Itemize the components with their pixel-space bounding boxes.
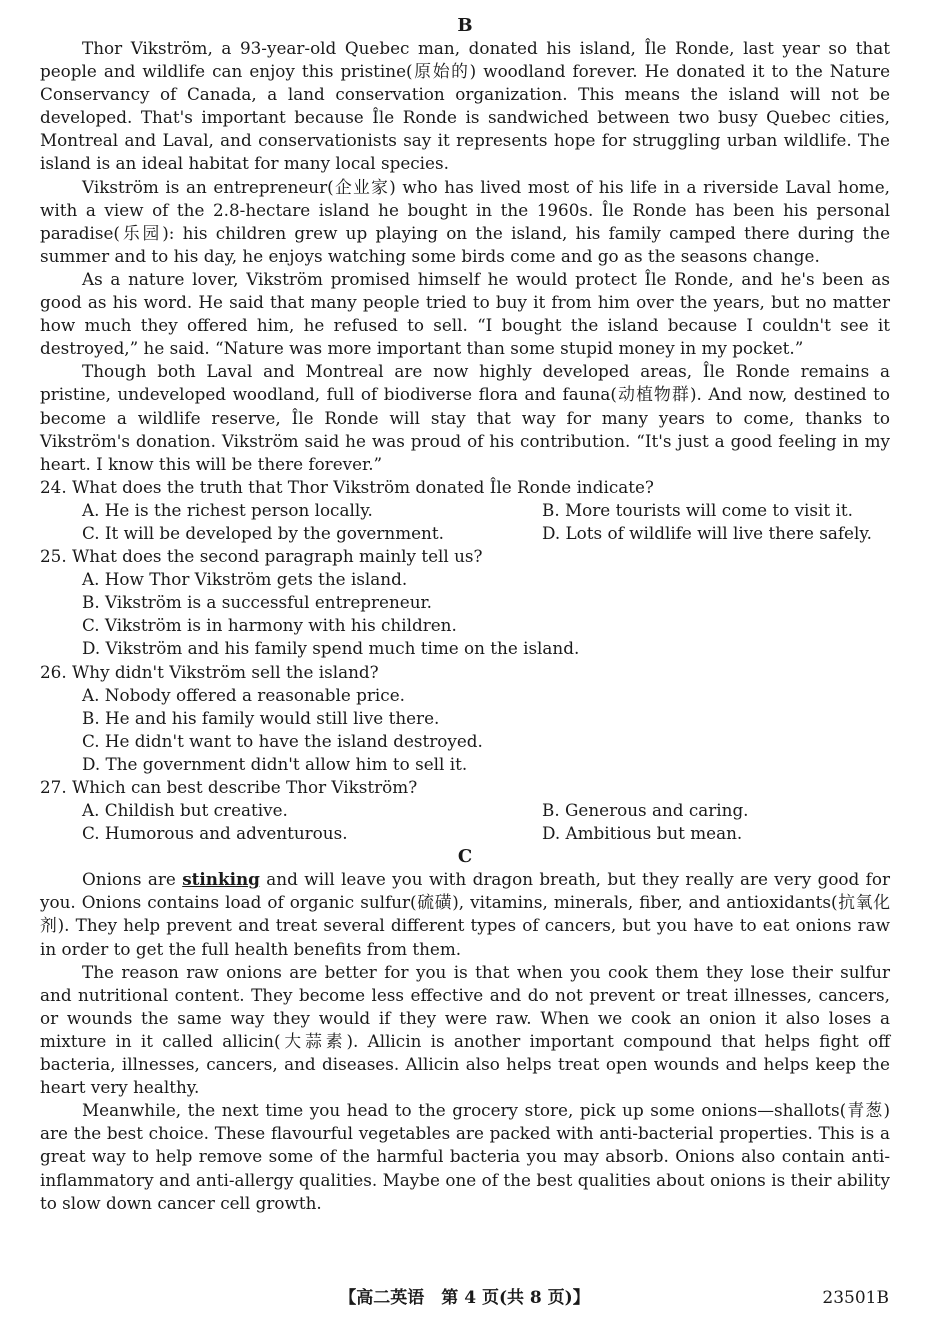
- underlined-word: stinking: [182, 869, 260, 890]
- option-24a: A. He is the richest person locally.: [82, 499, 373, 520]
- option-26d: D. The government didn't allow him to sell it.: [82, 753, 468, 774]
- option-26b: B. He and his family would still live there.: [82, 707, 440, 728]
- option-27c: C. Humorous and adventurous.: [82, 823, 348, 844]
- question-24-options-row-2: [40, 522, 890, 545]
- section-b-paragraph-4: Though both Laval and Montreal are now highly developed areas, Île Ronde remains a pristine, undeveloped woodland, full of biodiverse flora and fauna(动植物群). And now, destined to become a wildlife reserve, Île Ronde will stay that way for many years to come, thanks to Vikström's donation. Vikström said he was proud of his contribution. “It's just a good feeling in my heart. I know this will be there forever.”: [40, 361, 890, 474]
- option-27b: B. Generous and caring.: [542, 800, 749, 821]
- section-b-paragraph-3: As a nature lover, Vikström promised himself he would protect Île Ronde, and he's been as good as his word. He said that many people tried to buy it from him over the years, but no matter how much they offered him, he refused to sell. “I bought the island because I couldn't see it destroyed,” he said. “Nature was more important than some stupid money in my pocket.”: [40, 268, 890, 359]
- section-b-paragraph-1: Thor Vikström, a 93-year-old Quebec man, donated his island, Île Ronde, last year so that people and wildlife can enjoy this pristine(原始的) woodland forever. He donated it to the Nature Conservancy of Canada, a land conservation organization. This means the island will not be developed. That's important because Île Ronde is sandwiched between two busy Quebec cities, Montreal and Laval, and conservationists say it represents hope for struggling urban wildlife. The island is an ideal habitat for many local species.: [40, 38, 890, 174]
- option-24b: B. More tourists will come to visit it.: [542, 499, 853, 520]
- question-24: 24. What does the truth that Thor Vikström donated Île Ronde indicate?: [40, 476, 654, 497]
- section-c-p1-rest: and will leave you with dragon breath, but they really are very good for you. Onions contains load of organic sulfur(硫磺), vitamins, minerals, fiber, and antioxidants(抗氧化剂). They help prevent and treat several different types of cancers, but you have to eat onions raw in order to get the full health benefits from them.: [40, 869, 890, 959]
- question-26: 26. Why didn't Vikström sell the island?: [40, 661, 379, 682]
- exam-page: [40, 14, 890, 1215]
- footer-paper-code: 23501B: [822, 1288, 889, 1308]
- footer-page-info: 【高二英语 第 4 页(共 8 页)】: [339, 1288, 590, 1308]
- option-24c: C. It will be developed by the government.: [82, 522, 444, 543]
- option-26a: A. Nobody offered a reasonable price.: [82, 684, 405, 705]
- question-27-options-row-1: [40, 799, 890, 822]
- section-c-p1-start: Onions are: [82, 869, 183, 890]
- option-27d: D. Ambitious but mean.: [542, 823, 743, 844]
- option-25c: C. Vikström is in harmony with his children.: [82, 615, 457, 636]
- option-25d: D. Vikström and his family spend much time on the island.: [82, 638, 580, 659]
- section-c-paragraph-2: The reason raw onions are better for you is that when you cook them they lose their sulfur and nutritional content. They become less effective and do not prevent or treat illnesses, cancers, or wounds the same way they would if they were raw. When we cook an onion it also loses a mixture in it called allicin(大蒜素). Allicin is another important compound that helps fight off bacteria, illnesses, cancers, and diseases. Allicin also helps treat open wounds and helps keep the heart very healthy.: [40, 961, 890, 1098]
- option-24d: D. Lots of wildlife will live there safely.: [542, 522, 872, 543]
- section-c-paragraph-3: Meanwhile, the next time you head to the grocery store, pick up some onions—shallots(青葱) are the best choice. These flavourful vegetables are packed with anti-bacterial properties. This is a great way to help remove some of the harmful bacteria you may absorb. Onions also contain anti-inflammatory and anti-allergy qualities. Maybe one of the best qualities about onions is their ability to slow down cancer cell growth.: [40, 1100, 890, 1213]
- question-27-options-row-2: [40, 822, 890, 845]
- option-25a: A. How Thor Vikström gets the island.: [82, 569, 408, 590]
- option-26c: C. He didn't want to have the island destroyed.: [82, 730, 483, 751]
- section-b-heading: B: [457, 15, 473, 36]
- section-c-heading: C: [457, 846, 473, 868]
- question-27: 27. Which can best describe Thor Vikström?: [40, 777, 418, 797]
- option-27a: A. Childish but creative.: [82, 800, 288, 821]
- option-25b: B. Vikström is a successful entrepreneur.: [82, 592, 433, 613]
- section-c-paragraph-1: [40, 868, 890, 960]
- question-24-options-row-1: [40, 499, 890, 522]
- page-footer: [0, 1286, 929, 1310]
- section-b-paragraph-2: Vikström is an entrepreneur(企业家) who has lived most of his life in a riverside Laval home, with a view of the 2.8-hectare island he bought in the 1960s. Île Ronde has been his personal paradise(乐园): his children grew up playing on the island, his family camped there during the summer and to his day, he enjoys watching some birds come and go as the seasons change.: [40, 176, 890, 266]
- question-25: 25. What does the second paragraph mainly tell us?: [40, 546, 483, 567]
